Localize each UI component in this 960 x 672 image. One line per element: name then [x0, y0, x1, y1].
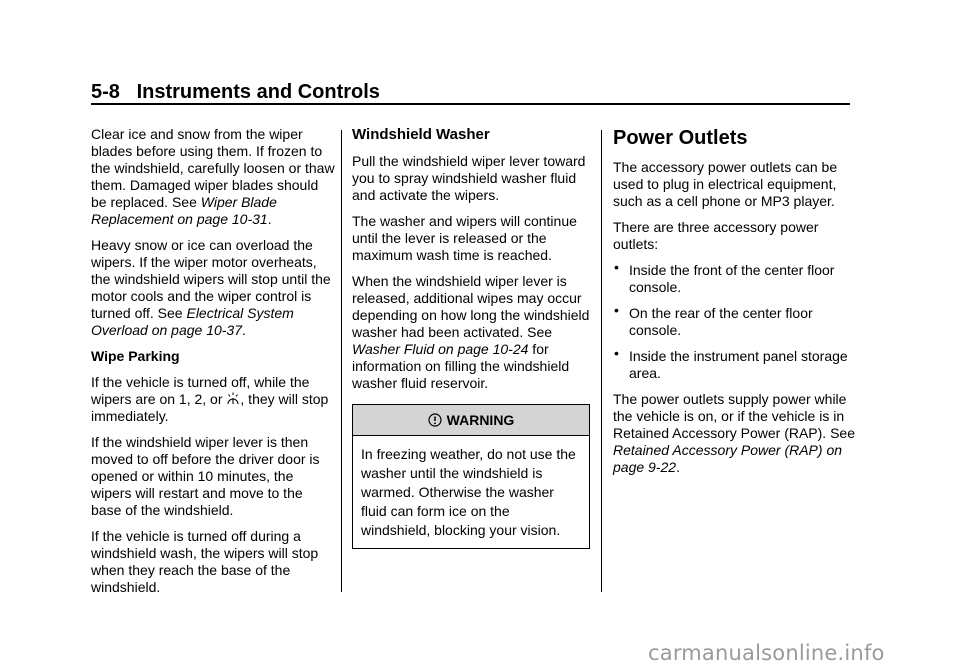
link-retained-accessory-power[interactable]: Retained Accessory Power (RAP) on page 9-22	[613, 442, 843, 475]
column-divider-2	[601, 130, 602, 592]
column-divider-1	[341, 130, 342, 592]
paragraph-three-outlets: There are three accessory power outlets:	[613, 219, 819, 252]
link-washer-fluid[interactable]: Washer Fluid on page 10-24	[352, 341, 529, 357]
bullet: •	[614, 302, 619, 318]
list-item: • On the rear of the center floor console.	[614, 302, 813, 338]
paragraph-pull-lever: Pull the windshield wiper lever toward you to spray windshield washer fluid and activate the wipers.	[352, 153, 586, 203]
column-washer	[352, 126, 592, 549]
paragraph-heavy-snow: Heavy snow or ice can overload the wipers. If the wiper motor overheats, the windshield wipers will stop until the motor cools and the wiper control is turned off. See Electrical System Overload on page 10-37.	[91, 237, 331, 338]
paragraph-clear-ice: Clear ice and snow from the wiper blades before using them. If frozen to the windshield, carefully loosen or thaw them. Damaged wiper blades should be replaced. See Wiper Blade Replacement on page 10-31.	[91, 126, 335, 227]
paragraph-accessory-outlets: The accessory power outlets can be used to plug in electrical equipment, such as a cell phone or MP3 player.	[613, 159, 838, 209]
link-wiper-blade-replacement[interactable]: Wiper Blade Replacement on page 10-31	[91, 194, 277, 227]
header-rule	[91, 103, 850, 105]
warning-text: In freezing weather, do not use the washer until the windshield is warmed. Otherwise the washer fluid can form ice on the windshield, blocking your vision.	[361, 446, 576, 538]
warning-triangle-icon	[428, 413, 442, 427]
heading-windshield-washer: Windshield Washer	[352, 126, 490, 143]
paragraph-supply-power: The power outlets supply power while the vehicle is on, or if the vehicle is in Retained Accessory Power (RAP). See Retained Accessory Power (RAP) on page 9-22.	[613, 391, 855, 475]
mist-wiper-icon	[226, 392, 240, 406]
list-item: • Inside the instrument panel storage area.	[614, 345, 848, 381]
bullet: •	[614, 259, 619, 275]
page-number: 5-8	[91, 81, 120, 103]
heading-power-outlets: Power Outlets	[613, 127, 748, 149]
subheading-wipe-parking: Wipe Parking	[91, 348, 180, 364]
paragraph-lever-off: If the windshield wiper lever is then moved to off before the driver door is opened or within 10 minutes, the wipers will restart and move to the base of the windshield.	[91, 434, 320, 518]
page-title	[91, 80, 851, 104]
column-wipers	[91, 126, 336, 605]
paragraph-released: When the windshield wiper lever is released, additional wipes may occur depending on how long the windshield washer had been activated. See Washer Fluid on page 10-24 for information on filling the windshield washer fluid reservoir.	[352, 273, 590, 391]
column-power-outlets	[613, 126, 858, 485]
warning-box	[352, 404, 590, 549]
link-electrical-system-overload[interactable]: Electrical System Overload on page 10-37	[91, 305, 294, 338]
warning-header	[353, 405, 589, 436]
watermark: carmanualsonline.info	[648, 641, 885, 665]
section-title: Instruments and Controls	[136, 81, 380, 103]
page-header	[91, 80, 851, 104]
list-item: • Inside the front of the center floor console.	[614, 259, 835, 295]
paragraph-turned-off: If the vehicle is turned off, while the wipers are on 1, 2, or , they will stop immediately.	[91, 374, 329, 424]
bullet: •	[614, 345, 619, 361]
paragraph-wash-off: If the vehicle is turned off during a windshield wash, the wipers will stop when they reach the base of the windshield.	[91, 528, 319, 595]
paragraph-continue: The washer and wipers will continue until the lever is released or the maximum wash time is reached.	[352, 213, 577, 263]
outlet-list	[613, 259, 858, 382]
warning-title: WARNING	[446, 411, 515, 428]
